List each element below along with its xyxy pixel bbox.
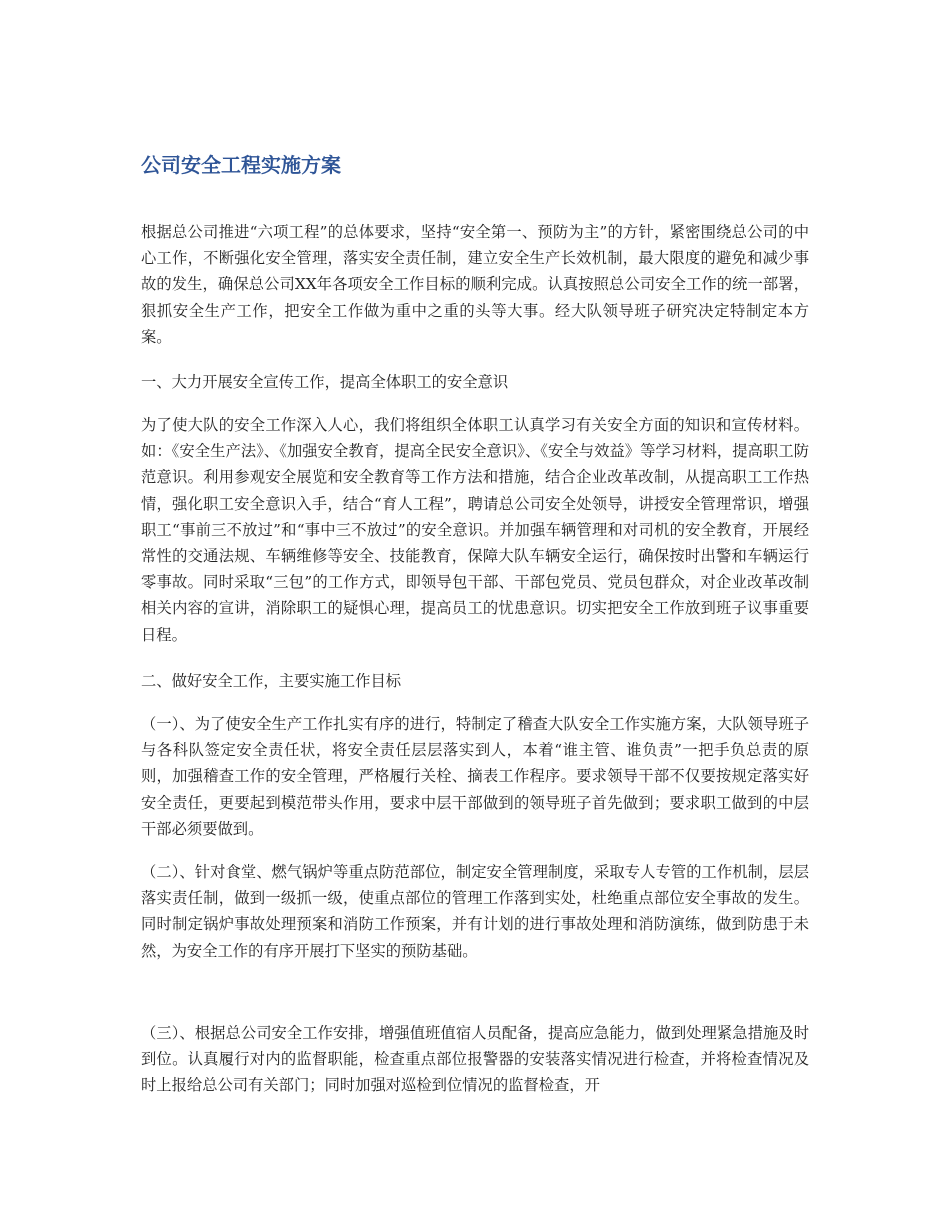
section-1-paragraph: 为了使大队的安全工作深入人心，我们将组织全体职工认真学习有关安全方面的知识和宣传材料。如：《安全生产法》、《加强安全教育，提高全民安全意识》、《安全与效益》等学习材料，提高职工防范意识。利用参观安全展览和安全教育等工作方法和措施，结合企业改革改制，从提高职工工作热情，强化职工安全意识入手，结合“育人工程”，聘请总公司安全处领导，讲授安全管理常识，增强职工“事前三不放过”和“事中三不放过”的安全意识。并加强车辆管理和对司机的安全教育，开展经常性的交通法规、车辆维修等安全、技能教育，保障大队车辆安全运行，确保按时出警和车辆运行零事故。同时采取“三包”的工作方式，即领导包干部、干部包党员、党员包群众，对企业改革改制相关内容的宣讲，消除职工的疑惧心理，提高员工的忧患意识。切实把安全工作放到班子议事重要日程。 [141, 416, 809, 644]
document-title: 公司安全工程实施方案 [141, 153, 341, 177]
list-item-3: （三）、根据总公司安全工作安排，增强值班值宿人员配备，提高应急能力，做到处理紧急措施及时到位。认真履行对内的监督职能，检查重点部位报警器的安装落实情况进行检查，并将检查情况及时上报给总公司有关部门；同时加强对巡检到位情况的监督检查，开 [141, 1024, 809, 1095]
section-heading-2: 二、做好安全工作，主要实施工作目标 [141, 672, 402, 690]
section-heading-1: 一、大力开展安全宣传工作，提高全体职工的安全意识 [141, 373, 509, 391]
list-item-1: （一）、为了使安全生产工作扎实有序的进行，特制定了稽查大队安全工作实施方案，大队领导班子与各科队签定安全责任状，将安全责任层层落实到人，本着“谁主管、谁负责”一把手负总责的原则，加强稽查工作的安全管理，严格履行关栓、摘表工作程序。要求领导干部不仅要按规定落实好安全责任，更要起到模范带头作用，要求中层干部做到的领导班子首先做到；要求职工做到的中层干部必须要做到。 [141, 715, 809, 838]
intro-paragraph: 根据总公司推进“六项工程”的总体要求，坚持“安全第一、预防为主”的方针，紧密围绕总公司的中心工作，不断强化安全管理，落实安全责任制，建立安全生产长效机制，最大限度的避免和减少事故的发生，确保总公司XX年各项安全工作目标的顺利完成。认真按照总公司安全工作的统一部署，狠抓安全生产工作，把安全工作做为重中之重的头等大事。经大队领导班子研究决定特制定本方案。 [141, 223, 809, 346]
list-item-2: （二）、针对食堂、燃气锅炉等重点防范部位，制定安全管理制度，采取专人专管的工作机制，层层落实责任制，做到一级抓一级，使重点部位的管理工作落到实处，杜绝重点部位安全事故的发生。同时制定锅炉事故处理预案和消防工作预案，并有计划的进行事故处理和消防演练，做到防患于未然，为安全工作的有序开展打下坚实的预防基础。 [141, 863, 809, 960]
